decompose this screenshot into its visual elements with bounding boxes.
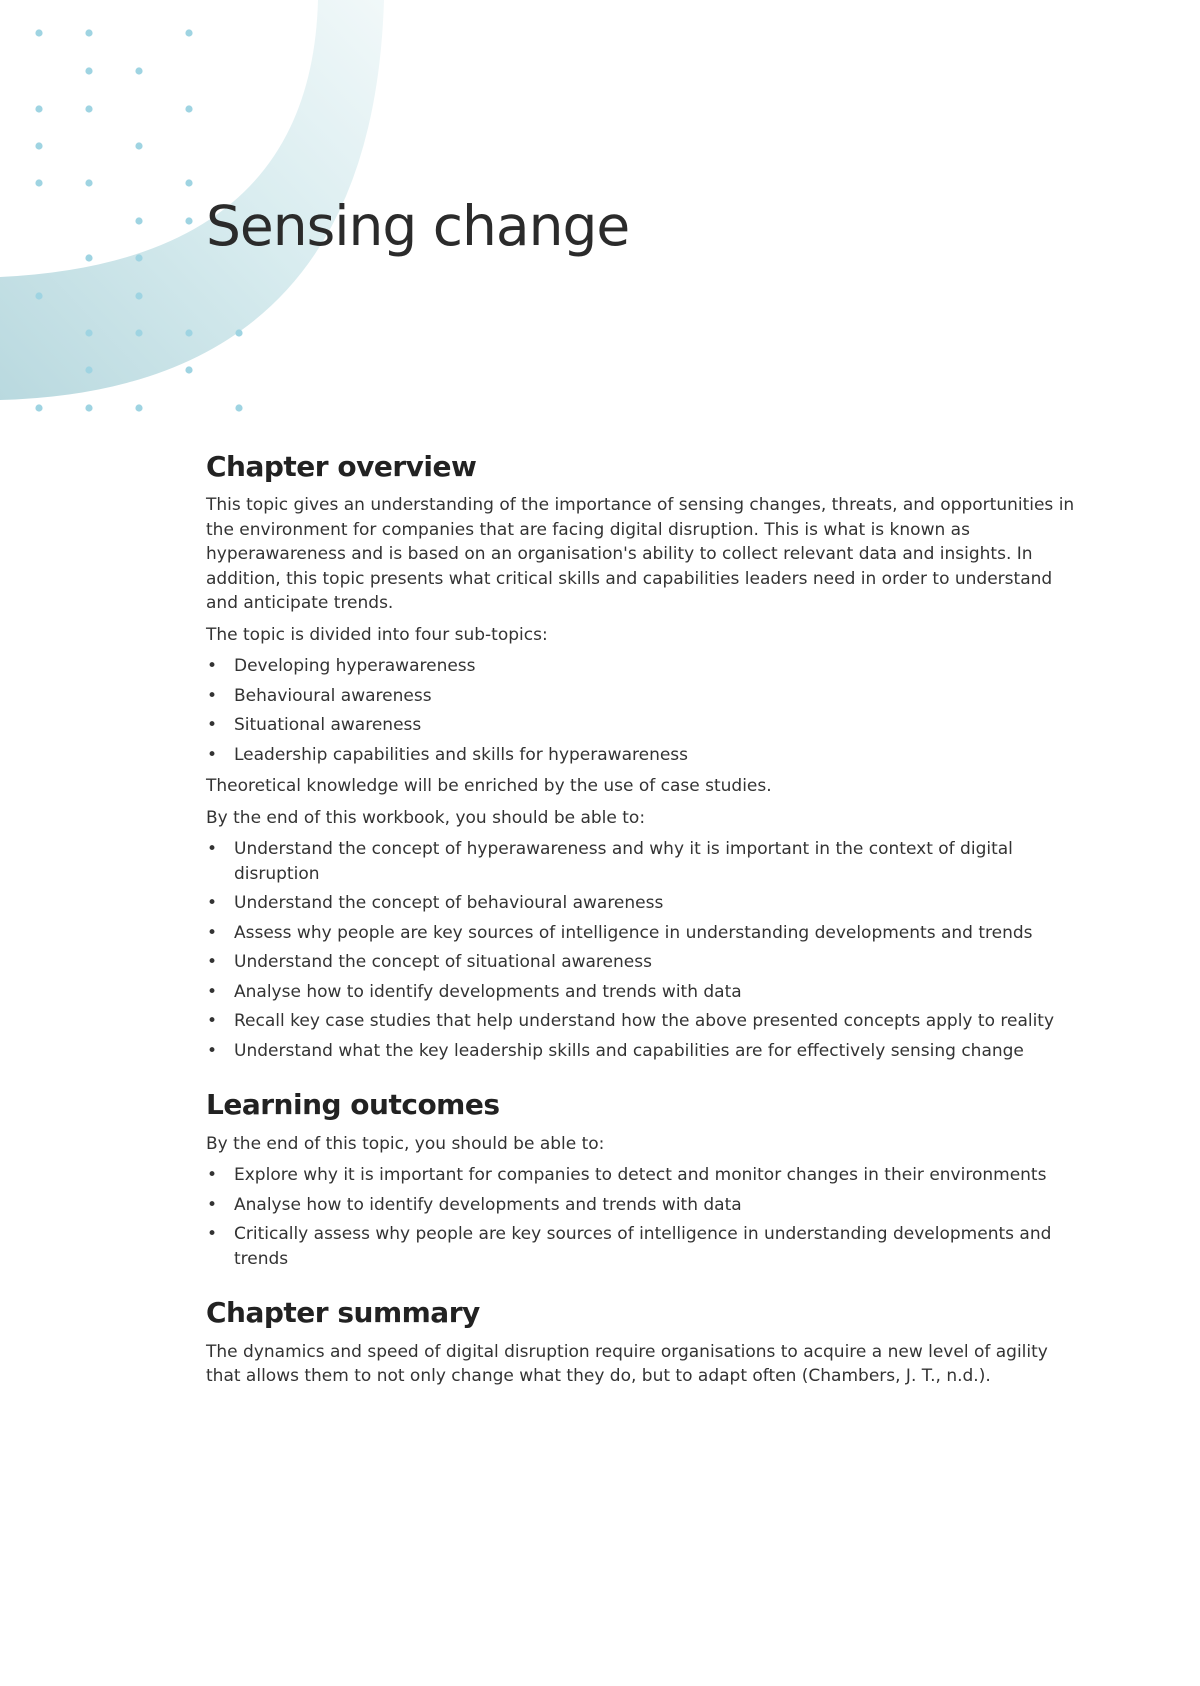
decorative-dot xyxy=(185,329,192,336)
decorative-dot xyxy=(35,105,42,112)
decorative-dot xyxy=(85,254,92,261)
objectives-list xyxy=(206,837,1086,1063)
objectives-intro: By the end of this workbook, you should be able to: xyxy=(206,807,646,828)
chapter-overview-section xyxy=(206,449,1086,1063)
decorative-dot xyxy=(135,254,142,261)
decorative-dot xyxy=(185,29,192,36)
list-item: • Understand the concept of behavioural awareness xyxy=(206,891,1086,916)
list-item: • Understand the concept of situational awareness xyxy=(206,950,1086,975)
chapter-summary-heading: Chapter summary xyxy=(206,1296,480,1330)
list-item: • Critically assess why people are key sources of intelligence in understanding developments and trends xyxy=(206,1222,1086,1271)
decorative-dot xyxy=(135,329,142,336)
subtopics-intro: The topic is divided into four sub-topics: xyxy=(206,624,548,645)
summary-paragraph: The dynamics and speed of digital disruption require organisations to acquire a new level of agility that allows them to not only change what they do, but to adapt often (Chambers, J. T., n.d.). xyxy=(206,1341,1048,1387)
list-item: • Developing hyperawareness xyxy=(206,654,1086,679)
decorative-dot xyxy=(135,292,142,299)
list-item: • Situational awareness xyxy=(206,713,1086,738)
decorative-dot xyxy=(85,179,92,186)
outcomes-list xyxy=(206,1163,1086,1271)
decorative-dot xyxy=(85,29,92,36)
decorative-dot xyxy=(85,366,92,373)
decorative-dot xyxy=(85,404,92,411)
chapter-overview-heading: Chapter overview xyxy=(206,450,477,483)
page-title: Sensing change xyxy=(206,194,630,258)
decorative-dot xyxy=(185,366,192,373)
list-item: • Understand the concept of hyperawareness and why it is important in the context of digital disruption xyxy=(206,837,1086,886)
list-item: • Recall key case studies that help understand how the above presented concepts apply to reality xyxy=(206,1009,1086,1034)
decorative-dot xyxy=(85,105,92,112)
learning-outcomes-section xyxy=(206,1087,1086,1271)
decorative-dot xyxy=(35,29,42,36)
enrichment-paragraph: Theoretical knowledge will be enriched by the use of case studies. xyxy=(206,776,772,797)
list-item: • Analyse how to identify developments and trends with data xyxy=(206,980,1086,1005)
learning-outcomes-heading: Learning outcomes xyxy=(206,1088,500,1122)
decorative-dot xyxy=(35,404,42,411)
decorative-dot xyxy=(235,404,242,411)
list-item: • Behavioural awareness xyxy=(206,684,1086,709)
subtopics-list xyxy=(206,654,1086,767)
page-content xyxy=(206,449,1086,1396)
decorative-dot xyxy=(135,67,142,74)
decorative-dot xyxy=(235,329,242,336)
list-item: • Explore why it is important for companies to detect and monitor changes in their environments xyxy=(206,1163,1086,1188)
overview-intro-paragraph: This topic gives an understanding of the importance of sensing changes, threats, and opportunities in the environment for companies that are facing digital disruption. This is what is known as hyperawareness and is based on an organisation's ability to collect relevant data and insights. In addition, this topic presents what critical skills and capabilities leaders need in order to understand and anticipate trends. xyxy=(206,495,1075,614)
decorative-dot xyxy=(35,292,42,299)
decorative-dot xyxy=(135,404,142,411)
decorative-dot xyxy=(135,142,142,149)
list-item: • Leadership capabilities and skills for hyperawareness xyxy=(206,743,1086,768)
decorative-dot xyxy=(185,179,192,186)
list-item: • Assess why people are key sources of intelligence in understanding developments and trends xyxy=(206,921,1086,946)
decorative-dot xyxy=(35,142,42,149)
decorative-dot xyxy=(185,217,192,224)
decorative-dot xyxy=(85,67,92,74)
chapter-summary-section xyxy=(206,1295,1086,1388)
decorative-dot xyxy=(35,179,42,186)
outcomes-intro: By the end of this topic, you should be able to: xyxy=(206,1133,605,1154)
decorative-dot xyxy=(135,217,142,224)
decorative-dot xyxy=(185,105,192,112)
list-item: • Analyse how to identify developments and trends with data xyxy=(206,1193,1086,1218)
list-item: • Understand what the key leadership skills and capabilities are for effectively sensing change xyxy=(206,1039,1086,1064)
decorative-dot xyxy=(85,329,92,336)
